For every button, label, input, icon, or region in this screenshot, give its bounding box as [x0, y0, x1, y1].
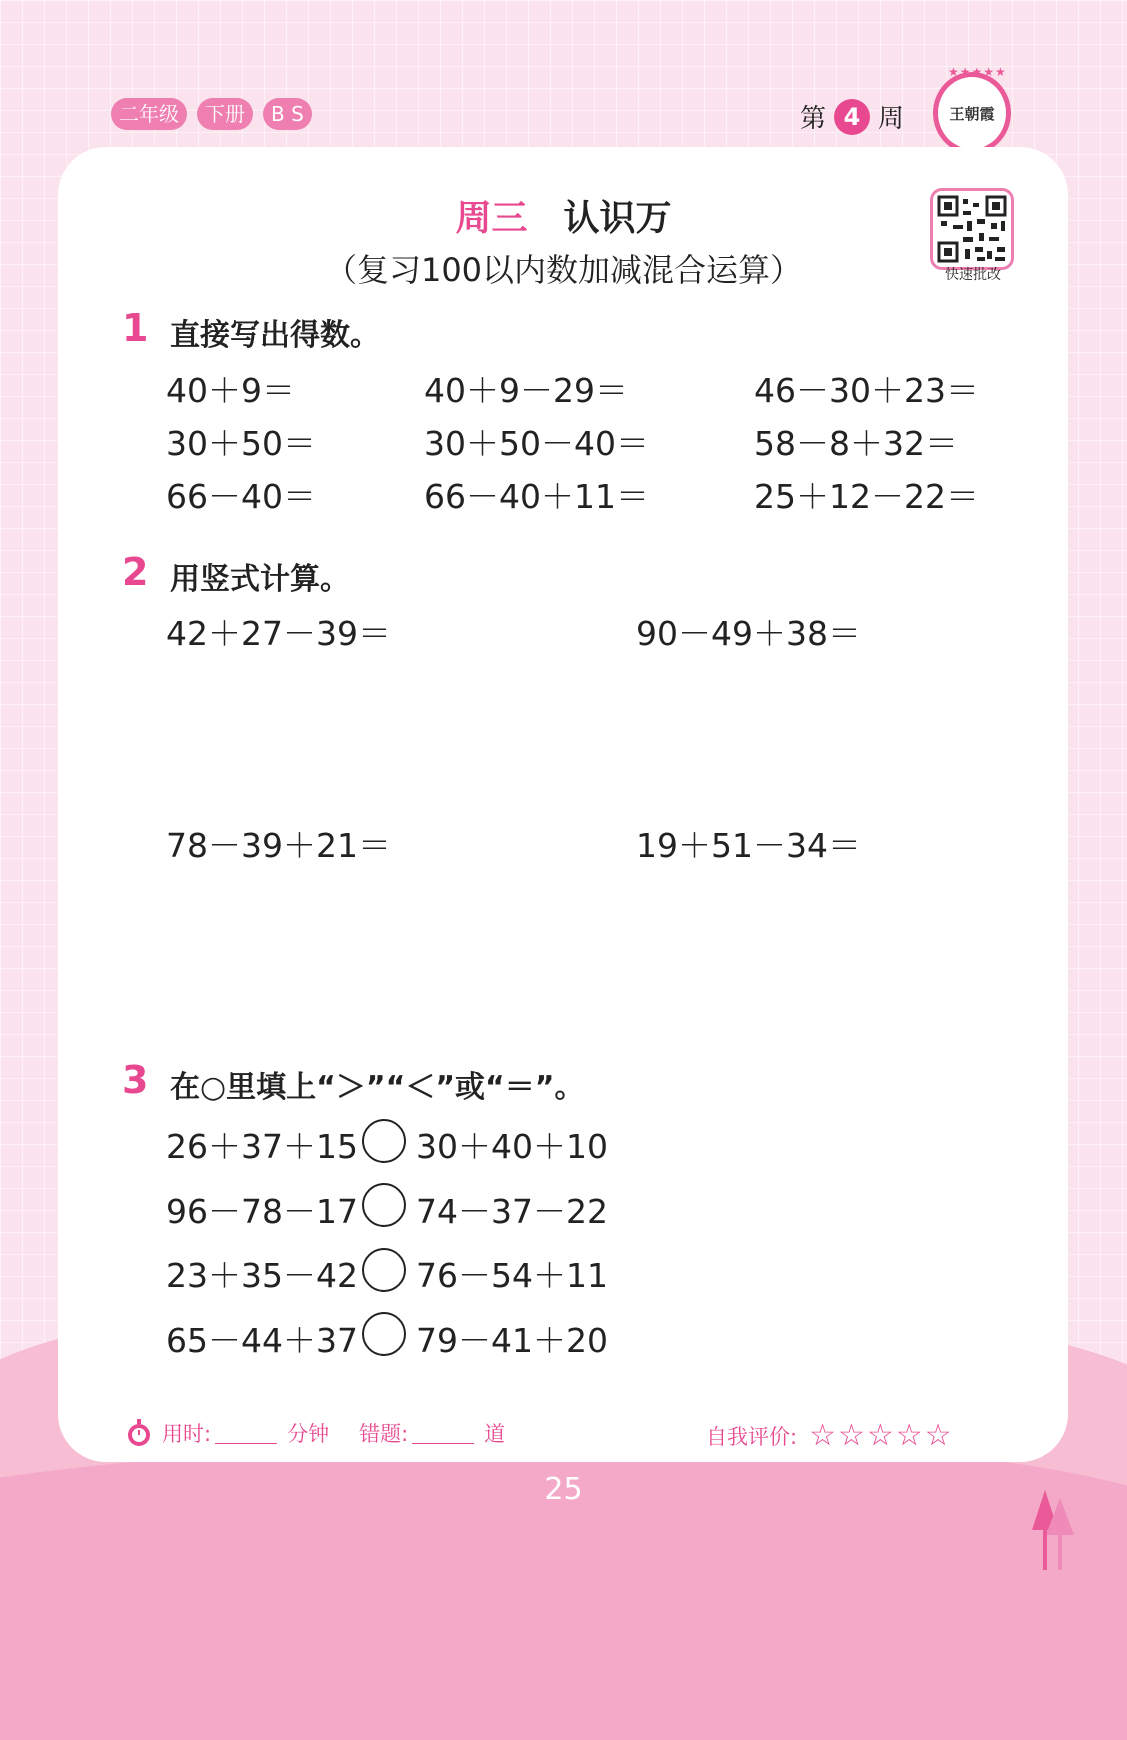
- week-indicator: [800, 98, 904, 135]
- question-1-instruction: 直接写出得数。: [170, 318, 380, 353]
- q2-expression: 90－49＋38＝: [636, 614, 861, 653]
- grade-tag: 二年级: [111, 98, 187, 130]
- volume-tag: 下册: [197, 98, 253, 130]
- edition-tag: B S: [263, 98, 312, 130]
- q3-answer-circle[interactable]: [362, 1183, 406, 1227]
- week-prefix: 第: [800, 104, 827, 134]
- footer-time-errors: [124, 1418, 505, 1448]
- brand-seal-logo: [933, 65, 1011, 154]
- q1-equation: 30＋50＝: [166, 424, 316, 463]
- q3-right-expression: 74－37－22: [416, 1192, 608, 1231]
- q3-right-expression: 76－54＋11: [416, 1256, 608, 1295]
- q3-left-expression: 23＋35－42: [166, 1256, 358, 1295]
- seal-text: 王朝霞: [949, 104, 995, 123]
- q1-equation: 40＋9＝: [166, 371, 295, 410]
- week-suffix: 周: [878, 104, 905, 134]
- question-2-instruction: 用竖式计算。: [170, 562, 350, 597]
- time-blank[interactable]: [215, 1423, 277, 1444]
- q1-equation: 46－30＋23＝: [754, 371, 979, 410]
- q3-right-expression: 79－41＋20: [416, 1321, 608, 1360]
- time-label: 用时:: [162, 1422, 212, 1446]
- grade-tags: [111, 98, 312, 130]
- q3-left-expression: 96－78－17: [166, 1192, 358, 1231]
- q3-answer-circle[interactable]: [362, 1119, 406, 1163]
- q3-left-expression: 65－44＋37: [166, 1321, 358, 1360]
- qr-code-graphic: [933, 191, 1011, 267]
- q2-expression: 19＋51－34＝: [636, 826, 861, 865]
- title-topic: 认识万: [563, 198, 672, 239]
- rating-stars[interactable]: ☆☆☆☆☆: [809, 1418, 954, 1453]
- rating-label: 自我评价:: [706, 1424, 798, 1449]
- errors-label: 错题:: [359, 1422, 409, 1446]
- page-number: 25: [544, 1472, 583, 1507]
- q1-equation: 66－40＋11＝: [424, 477, 649, 516]
- q1-equation: 40＋9－29＝: [424, 371, 628, 410]
- title-day: 周三: [455, 198, 528, 239]
- q3-answer-circle[interactable]: [362, 1248, 406, 1292]
- q1-equation: 25＋12－22＝: [754, 477, 979, 516]
- errors-unit: 道: [484, 1422, 506, 1446]
- page-subtitle: （复习100以内数加减混合运算）: [324, 251, 803, 289]
- errors-blank[interactable]: [412, 1423, 474, 1444]
- week-number: 4: [834, 99, 870, 135]
- question-3-number: 3: [122, 1058, 149, 1102]
- q3-answer-circle[interactable]: [362, 1312, 406, 1356]
- qr-code-icon[interactable]: [930, 188, 1014, 270]
- q2-expression: 42＋27－39＝: [166, 614, 391, 653]
- q3-right-expression: 30＋40＋10: [416, 1127, 608, 1166]
- q1-equation: 66－40＝: [166, 477, 316, 516]
- question-1-number: 1: [122, 306, 149, 350]
- q1-equation: 58－8＋32＝: [754, 424, 958, 463]
- q1-equation: 30＋50－40＝: [424, 424, 649, 463]
- question-3-instruction: 在○里填上“＞”“＜”或“＝”。: [170, 1070, 585, 1105]
- stopwatch-icon: [124, 1418, 154, 1448]
- qr-label: 快速批改: [945, 267, 1001, 283]
- footer-rating: [706, 1418, 954, 1453]
- q3-left-expression: 26＋37＋15: [166, 1127, 358, 1166]
- question-2-number: 2: [122, 550, 149, 594]
- tree-decoration-icon: [1030, 1490, 1080, 1570]
- time-unit: 分钟: [287, 1422, 330, 1446]
- q2-expression: 78－39＋21＝: [166, 826, 391, 865]
- seal-stars-icon: ★★★★★: [948, 65, 1007, 79]
